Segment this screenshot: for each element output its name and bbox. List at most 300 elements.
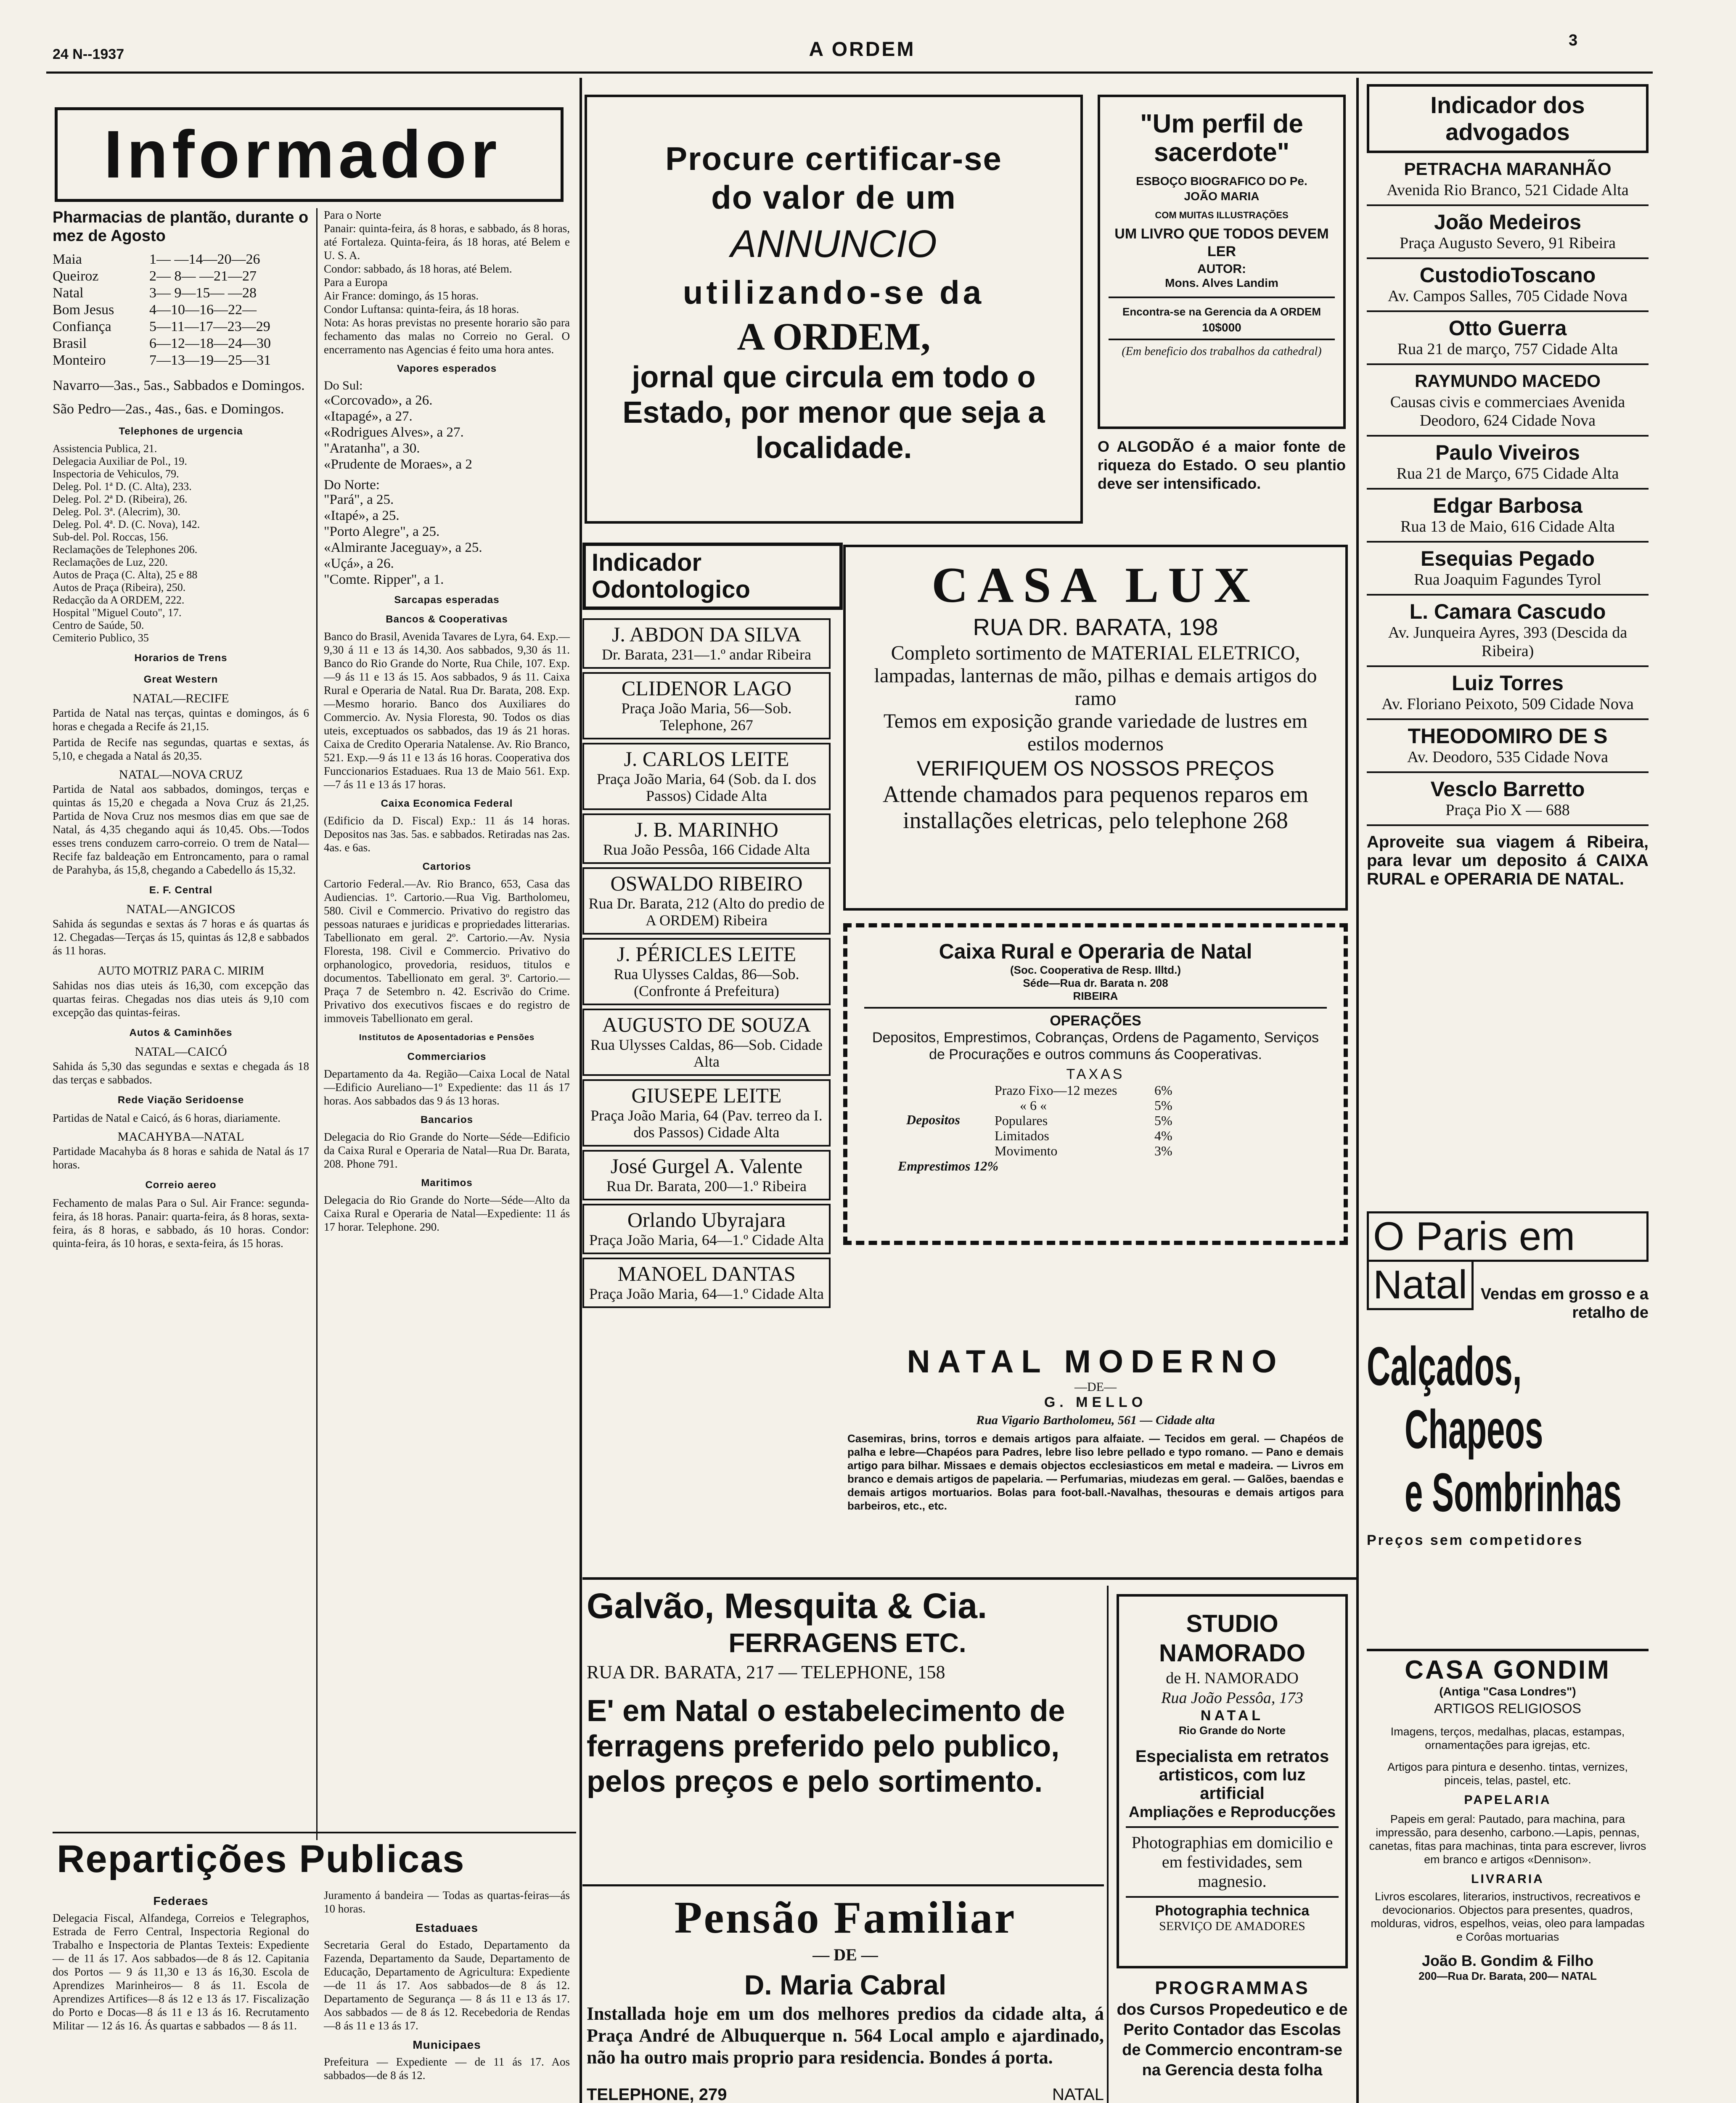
advogado-addr: Rua 21 de Março, 675 Cidade Alta bbox=[1396, 465, 1619, 482]
vapor-item: «Corcovado», a 26. bbox=[324, 393, 433, 408]
telephone-row: Deleg. Pol. 3ª. (Alecrim), 30. bbox=[53, 506, 180, 518]
vapor-item: «Uçá», a 26. bbox=[324, 556, 394, 571]
odonto-name: GIUSEPE LEITE bbox=[631, 1083, 782, 1107]
advogado-name: L. Camara Cascudo bbox=[1409, 600, 1606, 623]
informador-column-1 bbox=[53, 208, 309, 1253]
vapor-item: «Prudente de Moraes», a 2 bbox=[324, 457, 472, 472]
casa-lux-addr: RUA DR. BARATA, 198 bbox=[973, 614, 1218, 640]
odonto-name: MANOEL DANTAS bbox=[617, 1262, 796, 1285]
taxa-row bbox=[995, 1113, 1327, 1128]
telephone-row: Deleg. Pol. 4ª. D. (C. Nova), 142. bbox=[53, 518, 200, 530]
informador-column-2 bbox=[324, 208, 570, 1236]
nova-cruz-title: NATAL—NOVA CRUZ bbox=[119, 768, 243, 781]
odonto-addr: Praça João Maria, 64 (Sob. da I. dos Passos) Cidade Alta bbox=[597, 771, 816, 804]
odonto-addr: Praça João Maria, 64 (Pav. terreo da I. dos Passos) Cidade Alta bbox=[590, 1107, 823, 1141]
pharmacia-name: Bom Jesus bbox=[53, 302, 114, 318]
advogados-title: Indicador dos advogados bbox=[1367, 84, 1649, 153]
rede-title: Rede Viação Seridoense bbox=[117, 1094, 244, 1106]
telephone-row: Autos de Praça (Ribeira), 250. bbox=[53, 581, 186, 593]
advogado-entry bbox=[1367, 596, 1649, 667]
advogado-name: RAYMUNDO MACEDO bbox=[1415, 371, 1601, 391]
advogado-entry bbox=[1367, 437, 1649, 490]
caixa-rural-taxas-title: TAXAS bbox=[1066, 1066, 1125, 1082]
vapores-sul-title: Do Sul: bbox=[324, 379, 363, 392]
annuncio-line4: utilizando-se da bbox=[683, 274, 985, 311]
angicos-title: NATAL—ANGICOS bbox=[126, 902, 236, 916]
taxa-row bbox=[995, 1143, 1327, 1158]
telephone-row: Redacção da A ORDEM, 222. bbox=[53, 594, 185, 606]
perfil-autor: Mons. Alves Landim bbox=[1165, 276, 1278, 289]
estaduaes-text: Secretaria Geral do Estado, Departamento da Fazenda, Departamento da Saude, Departamento de Educação, Departamento de Agricultura: Expediente—de 11 ás 17. Aos sabbados—de 8 ás 12. Departamento de Segurança — 8 ás 11 e 13 ás 17. Aos sabbados — de 8 ás 12. Recebedoria de Rendas—8 ás 11 e 13 ás 17. bbox=[324, 1939, 570, 2032]
casa-lux-title: CASA LUX bbox=[932, 557, 1260, 613]
telephone-row: Deleg. Pol. 1ª D. (C. Alta), 233. bbox=[53, 480, 192, 493]
studio-state: Rio Grande do Norte bbox=[1178, 1724, 1286, 1737]
studio-divider-2 bbox=[1126, 1896, 1339, 1898]
advogado-entry bbox=[1367, 206, 1649, 259]
odonto-name: AUGUSTO DE SOUZA bbox=[602, 1013, 811, 1036]
caixa-rural-sub3: RIBEIRA bbox=[1073, 990, 1118, 1002]
pensao-text: Installada hoje em um dos melhores predios da cidade alta, á Praça André de Albuquerque n. 564 Local amplo e ajardinado, não ha outro mais proprio para residencia. Bondes á porta. bbox=[587, 2003, 1104, 2068]
vapor-item: "Porto Alegre", a 25. bbox=[324, 524, 440, 539]
pharmacia-row bbox=[53, 268, 309, 285]
header-rule bbox=[46, 72, 1653, 74]
gondim-ad bbox=[1367, 1649, 1649, 2103]
pharmacia-days: 2— 8— —21—27 bbox=[149, 268, 257, 284]
caixa-rural-divider bbox=[864, 1007, 1327, 1009]
taxa-value: 5% bbox=[1154, 1098, 1172, 1113]
casa-lux-text3: VERIFIQUEM OS NOSSOS PREÇOS bbox=[916, 757, 1275, 780]
great-western-title: Great Western bbox=[143, 674, 218, 685]
paris-footer: Preços sem competidores bbox=[1367, 1532, 1584, 1548]
gondim-papelaria-title: PAPELARIA bbox=[1464, 1793, 1551, 1807]
perfil-preco: 10$000 bbox=[1202, 321, 1241, 334]
pensao-top-rule bbox=[582, 1884, 1104, 1886]
taxa-row bbox=[995, 1128, 1327, 1143]
pharmacia-name: Queiroz bbox=[53, 268, 99, 284]
galvao-ad bbox=[587, 1586, 1108, 1897]
odonto-addr: Dr. Barata, 231—1.º andar Ribeira bbox=[601, 646, 811, 663]
advogado-addr: Avenida Rio Branco, 521 Cidade Alta bbox=[1387, 181, 1629, 199]
pharmacia-row bbox=[53, 318, 309, 335]
pharmacia-days: 6—12—18—24—30 bbox=[149, 336, 271, 351]
perfil-divider-2 bbox=[1109, 339, 1335, 340]
taxa-label: Movimento bbox=[995, 1143, 1058, 1158]
pharmacias-table bbox=[53, 251, 309, 369]
pharmacias-title: Pharmacias de plantão, durante o mez de Agosto bbox=[53, 209, 309, 245]
odonto-addr: Praça João Maria, 64—1.º Cidade Alta bbox=[589, 1285, 824, 1302]
odonto-addr: Rua Ulysses Caldas, 86—Sob. (Confronte á Prefeitura) bbox=[614, 966, 799, 999]
perfil-autor-label: AUTOR: bbox=[1197, 262, 1246, 276]
rede-text: Partidas de Natal e Caicó, ás 6 horas, diariamente. bbox=[53, 1112, 281, 1124]
telephone-row: Reclamações de Luz, 220. bbox=[53, 556, 168, 568]
telephone-row: Hospital "Miguel Couto", 17. bbox=[53, 607, 182, 619]
telephone-row: Assistencia Publica, 21. bbox=[53, 442, 157, 455]
paris-item-1: Calçados, bbox=[1367, 1335, 1522, 1397]
odonto-name: J. CARLOS LEITE bbox=[624, 747, 789, 771]
pensao-city: NATAL bbox=[1052, 2085, 1104, 2103]
annuncio-ad bbox=[585, 95, 1083, 524]
pensao-ad bbox=[587, 1893, 1104, 2103]
odonto-name: José Gurgel A. Valente bbox=[610, 1154, 803, 1178]
pharmacia-row bbox=[53, 352, 309, 369]
pharmacia-days: 1— —14—20—26 bbox=[149, 252, 260, 267]
vapor-item: «Almirante Jaceguay», a 25. bbox=[324, 540, 482, 555]
pensao-tel: TELEPHONE, 279 bbox=[587, 2085, 727, 2103]
casa-lux-ad bbox=[843, 545, 1348, 911]
odonto-addr: Praça João Maria, 56—Sob. Telephone, 267 bbox=[621, 700, 792, 734]
caixa-economica-title: Caixa Economica Federal bbox=[381, 798, 513, 809]
informador-inner-rule bbox=[316, 208, 318, 1840]
studio-dom: Photographias em domicilio e em festividades, sem magnesio. bbox=[1131, 1833, 1333, 1891]
advogado-name: Vesclo Barretto bbox=[1430, 777, 1585, 801]
odonto-entry bbox=[582, 867, 831, 935]
commerciarios-title: Commerciarios bbox=[407, 1051, 487, 1062]
page-number: 3 bbox=[1569, 32, 1578, 49]
natal-moderno-de: —DE— bbox=[1074, 1380, 1117, 1394]
odonto-entry bbox=[582, 1079, 831, 1147]
natal-moderno-title: NATAL MODERNO bbox=[907, 1344, 1284, 1380]
nova-cruz-text: Partida de Natal aos sabbados, domingos, terças e quintas ás 15,20 e chegada a Nova Cruz ás 21,25. Partida de Nova Cruz nos mesmos dias em que sae de Natal, ás 4,35 chegando aqui ás 10,45. Obs.—Todos esses trens conduzem carro-correio. O trem de Natal—Recife faz baldeação em Entroncamento, para o ramal de Parahyba, ás 15,8, chegando a Cabedello ás 15,32. bbox=[53, 783, 309, 876]
gondim-livraria-title: LIVRARIA bbox=[1471, 1872, 1544, 1886]
pensao-de: — DE — bbox=[812, 1945, 878, 1964]
vapor-item: «Itapé», a 25. bbox=[324, 508, 400, 523]
studio-tech: Photographia technica bbox=[1155, 1903, 1310, 1919]
page-header-left: 24 N--1937 bbox=[53, 46, 124, 62]
pharmacia-name: Monteiro bbox=[53, 352, 106, 368]
caixa-rural-op-text: Depositos, Emprestimos, Cobranças, Ordens de Pagamento, Serviços de Procurações e outros communs ás Cooperativas. bbox=[872, 1030, 1319, 1062]
perfil-venda: Encontra-se na Gerencia da A ORDEM bbox=[1122, 305, 1321, 318]
vapor-item: "Aratanha", a 30. bbox=[324, 441, 420, 456]
taxa-label: Populares bbox=[995, 1113, 1048, 1128]
taxa-row bbox=[995, 1083, 1327, 1098]
advogado-addr: Rua 13 de Maio, 616 Cidade Alta bbox=[1400, 518, 1615, 535]
informador-title-box bbox=[55, 107, 564, 202]
pharmacia-name: Natal bbox=[53, 285, 84, 301]
pharmacia-row bbox=[53, 335, 309, 352]
casa-lux-text2: Temos em exposição grande variedade de lustres em estilos modernos bbox=[883, 710, 1308, 755]
studio-divider bbox=[1126, 1826, 1339, 1828]
advogado-entry bbox=[1367, 312, 1649, 365]
telephone-row: Centro de Saúde, 50. bbox=[53, 619, 144, 631]
perfil-divider bbox=[1109, 297, 1335, 298]
advogado-addr: Av. Deodoro, 535 Cidade Nova bbox=[1407, 748, 1609, 766]
advogado-name: CustodioToscano bbox=[1419, 263, 1596, 287]
telephone-row: Autos de Praça (C. Alta), 25 e 88 bbox=[53, 569, 198, 581]
odonto-addr: Praça João Maria, 64—1.º Cidade Alta bbox=[589, 1232, 824, 1248]
advogado-addr: Av. Junqueira Ayres, 393 (Descida da Ribeira) bbox=[1388, 624, 1628, 660]
caixa-rural-op-title: OPERAÇÕES bbox=[1050, 1013, 1141, 1029]
taxa-value: 3% bbox=[1154, 1143, 1172, 1158]
vapores-norte-list bbox=[324, 492, 570, 588]
bancos-text: Banco do Brasil, Avenida Tavares de Lyra, 64. Exp.—9,30 á 11 e 13 ás 14,30. Aos sabbados, 9,30 ás 11. Banco do Rio Grande do Norte, Rua Chile, 107. Exp.—9 ás 11 e 13 ás 15. Aos sabbados, 9 ás 11. Caixa Rural e Operaria de Natal. Rua Dr. Barata, 208. Exp.—Mesmo horario. Banco dos Auxiliares do Commercio. Av. Nysia Floresta, 90. Todos os dias uteis, exceptuados os sabbados, das 19 ás 21 horas. Caixa de Credito Operaria Natalense. Av. Rio Branco, 521. Exp.—9 ás 11 e 13 ás 16 horas. Cooperativa dos Funccionarios Estaduaes. Rua 13 de Maio 561. Exp.—7 ás 11 e 13 ás 17 horas. bbox=[324, 630, 570, 791]
vapor-item: "Comte. Ripper", a 1. bbox=[324, 572, 444, 587]
navarro-line: Navarro—3as., 5as., Sabbados e Domingos. bbox=[53, 378, 305, 393]
vapores-title: Vapores esperados bbox=[397, 363, 497, 374]
vapores-norte-title: Do Norte: bbox=[324, 477, 380, 493]
vapor-item: «Itapagé», a 27. bbox=[324, 409, 413, 424]
caixa-rural-title: Caixa Rural e Operaria de Natal bbox=[939, 940, 1252, 963]
annuncio-line6: jornal que circula em todo o Estado, por menor que seja a localidade. bbox=[622, 360, 1045, 465]
pensao-footer bbox=[587, 2085, 1104, 2103]
advogado-addr: Praça Augusto Severo, 91 Ribeira bbox=[1400, 234, 1616, 252]
taxa-label: Limitados bbox=[995, 1128, 1049, 1143]
taxa-label: Prazo Fixo—12 mezes bbox=[995, 1083, 1117, 1098]
correio-norte-text: Para o Norte Panair: quinta-feira, ás 8 horas, e sabbado, ás 8 horas, até Fortaleza. Quinta-feira, ás 18 horas, até Belem e U. S. A. Condor: sabbado, ás 18 horas, até Belem. Para a Europa Air France: domingo, ás 15 horas. Condor Luftansa: quinta-feira, ás 18 horas. Nota: As horas previstas no presente horario são para fechamento das malas no Correio no Geral. O encerramento nas Agencias é feito uma hora antes. bbox=[324, 209, 570, 356]
caico-text: Sahida ás 5,30 das segundas e sextas e chegada ás 18 das terças e sabbados. bbox=[53, 1060, 309, 1086]
mirim-text: Sahidas nos dias uteis ás 16,30, com excepção das quartas feiras. Chegadas nos dias uteis ás 9,10 com excepção das quintas-feiras. bbox=[53, 979, 309, 1019]
odonto-name: OSWALDO RIBEIRO bbox=[610, 871, 803, 895]
natal-moderno-owner: G. MELLO bbox=[1044, 1394, 1147, 1410]
telephones-title: Telephones de urgencia bbox=[119, 426, 243, 437]
perfil-livro: UM LIVRO QUE TODOS DEVEM LER bbox=[1114, 226, 1329, 260]
programmas-title: PROGRAMMAS bbox=[1155, 1978, 1310, 1998]
natal-moderno-addr: Rua Vigario Bartholomeu, 561 — Cidade alta bbox=[976, 1413, 1215, 1427]
estaduaes-title: Estaduaes bbox=[415, 1921, 479, 1934]
paris-title-2: Natal bbox=[1367, 1262, 1474, 1310]
pensao-owner: D. Maria Cabral bbox=[744, 1969, 947, 2000]
taxa-label: « 6 « bbox=[1020, 1098, 1047, 1113]
pharmacia-row bbox=[53, 251, 309, 268]
odonto-entry bbox=[582, 1258, 831, 1308]
odonto-addr: Rua Ulysses Caldas, 86—Sob. Cidade Alta bbox=[590, 1036, 823, 1070]
advogado-entry bbox=[1367, 365, 1649, 437]
studio-title: STUDIO NAMORADO bbox=[1159, 1610, 1305, 1667]
telephone-row: Deleg. Pol. 2ª D. (Ribeira), 26. bbox=[53, 493, 188, 505]
algodao-notice: O ALGODÃO é a maior fonte de riqueza do Estado. O seu plantio deve ser intensificado. bbox=[1098, 438, 1346, 492]
mirim-title: AUTO MOTRIZ PARA C. MIRIM bbox=[98, 964, 264, 977]
gondim-papelaria-text: Papeis em geral: Pautado, para machina, para impressão, para desenho, carbono.—Lapis, pennas, canetas, fitas para machinas, tinta para escrever, livros em branco e artigos «Dennison». bbox=[1369, 1813, 1646, 1866]
odonto-entry bbox=[582, 938, 831, 1005]
casa-lux-text1: Completo sortimento de MATERIAL ELETRICO, lampadas, lanternas de mão, pilhas e demais artigos do ramo bbox=[874, 642, 1317, 710]
annuncio-line1: Procure certificar-se bbox=[665, 140, 1002, 177]
advogado-entry bbox=[1367, 259, 1649, 312]
perfil-beneficio: (Em beneficio dos trabalhos da cathedral) bbox=[1122, 345, 1322, 358]
advogado-name: Edgar Barbosa bbox=[1433, 494, 1583, 517]
natal-recife-text-2: Partida de Recife nas segundas, quartas e sextas, ás 5,10, e chegada a Natal ás 20,35. bbox=[53, 736, 309, 762]
studio-addr: Rua João Pessôa, 173 bbox=[1161, 1689, 1303, 1707]
natal-moderno-ad bbox=[843, 1344, 1348, 1573]
odonto-section bbox=[582, 543, 831, 1311]
advogado-name: THEODOMIRO DE S bbox=[1408, 724, 1608, 748]
casa-lux-text4: Attende chamados para pequenos reparos em installações eletricas, pelo telephone 268 bbox=[882, 781, 1309, 834]
maritimos-text: Delegacia do Rio Grande do Norte—Séde—Alto da Caixa Rural e Operaria de Natal—Expediente: 11 ás 17 horar. Telephone. 290. bbox=[324, 1194, 570, 1233]
bancarios-text: Delegacia do Rio Grande do Norte—Séde—Edificio da Caixa Rural e Operaria de Natal—Rua Dr. Barata, 208. Phone 791. bbox=[324, 1131, 570, 1170]
aproveite-notice: Aproveite sua viagem á Ribeira, para levar um deposito á CAIXA RURAL e OPERARIA DE NATAL. bbox=[1367, 833, 1649, 888]
taxa-value: 4% bbox=[1154, 1128, 1172, 1143]
telephone-row: Cemiterio Publico, 35 bbox=[53, 632, 149, 644]
natal-moderno-text: Casemiras, brins, torros e demais artigos para alfaiate. — Tecidos em geral. — Chapéos de palha e lebre—Chapéos para Padres, lebre liso lebre pellado e typo romano. — Pano e demais artigo para bilhar. Missaes e demais objectos ecclesiasticos em metal e madeira. — Livros em branco e demais artigos de papelaria. — Perfumarias, miudezas em geral. — Galões, baendas e demais artigos mortuarios. Bolas para foot-ball.-Navalhas, thesouras e demais artigos para barbeiros, etc., etc. bbox=[847, 1432, 1344, 1512]
caico-title: NATAL—CAICÓ bbox=[135, 1045, 227, 1059]
caixa-economica-text: (Edificio da D. Fiscal) Exp.: 11 ás 14 horas. Depositos nas 3as. 5as. e sabbados. Retiradas nas 2as. 4as. e 6as. bbox=[324, 814, 570, 854]
correio-title: Correio aereo bbox=[145, 1179, 217, 1191]
natal-recife-text-1: Partida de Natal nas terças, quintas e domingos, ás 6 horas e chegada a Recife ás 21,15. bbox=[53, 707, 309, 733]
cartorios-title: Cartorios bbox=[422, 861, 471, 872]
column-rule-1 bbox=[580, 78, 582, 2103]
advogado-addr: Av. Campos Salles, 705 Cidade Nova bbox=[1388, 287, 1628, 305]
natal-recife-title: NATAL—RECIFE bbox=[132, 691, 229, 705]
pharmacia-days: 3— 9—15— —28 bbox=[149, 285, 257, 301]
studio-city: NATAL bbox=[1200, 1708, 1264, 1724]
studio-left-rule bbox=[1107, 1586, 1109, 2103]
advogado-name: Paulo Viveiros bbox=[1435, 441, 1580, 464]
reparticoes-column-1 bbox=[53, 1888, 309, 2035]
odonto-title: Indicador Odontologico bbox=[582, 543, 843, 610]
studio-ad bbox=[1117, 1594, 1348, 1968]
odonto-addr: Rua Dr. Barata, 200—1.º Ribeira bbox=[606, 1178, 807, 1195]
telephone-row: Inspectoria de Vehiculos, 79. bbox=[53, 468, 179, 480]
reparticoes-title: Repartições Publicas bbox=[57, 1838, 465, 1881]
perfil-title: "Um perfil de sacerdote" bbox=[1140, 109, 1303, 167]
vapor-item: "Pará", a 25. bbox=[324, 492, 394, 507]
odonto-entry bbox=[582, 618, 831, 669]
odonto-entry bbox=[582, 1204, 831, 1254]
bancos-title: Bancos & Cooperativas bbox=[386, 614, 508, 625]
odonto-name: J. B. MARINHO bbox=[635, 818, 778, 841]
paris-ad bbox=[1367, 1211, 1649, 1645]
gondim-artigos-title: ARTIGOS RELIGIOSOS bbox=[1434, 1701, 1581, 1716]
mid-rule bbox=[582, 1577, 1356, 1580]
commerciarios-text: Departamento da 4a. Região—Caixa Local de Natal—Edificio Aureliano—1º Expediente: das 11 ás 17 horas. Aos sabbados das 9 ás 13 horas. bbox=[324, 1067, 570, 1107]
galvao-text: E' em Natal o estabelecimento de ferragens preferido pelo publico, pelos preços e pelo sortimento. bbox=[587, 1694, 1065, 1798]
page-header-title: A ORDEM bbox=[809, 38, 916, 61]
municipaes-title: Municipaes bbox=[413, 2038, 481, 2051]
odonto-addr: Rua João Pessôa, 166 Cidade Alta bbox=[603, 841, 810, 858]
juramento-text: Juramento á bandeira — Todas as quartas-feiras—ás 10 horas. bbox=[324, 1889, 570, 1915]
advogado-name: Esequias Pegado bbox=[1420, 547, 1595, 570]
trens-title: Horarios de Trens bbox=[134, 652, 228, 664]
gondim-owner: João B. Gondim & Filho bbox=[1422, 1952, 1593, 1969]
studio-esp: Especialista em retratos artisticos, com luz artificial bbox=[1135, 1747, 1329, 1803]
studio-de: de H. NAMORADO bbox=[1166, 1669, 1299, 1687]
advogado-name: PETRACHA MARANHÃO bbox=[1404, 159, 1612, 179]
macahyba-text: Partidade Macahyba ás 8 horas e sahida de Natal ás 17 horas. bbox=[53, 1145, 309, 1171]
taxa-row bbox=[995, 1098, 1327, 1113]
pharmacia-row bbox=[53, 302, 309, 318]
paris-item-2: Chapeos bbox=[1405, 1398, 1543, 1460]
column-rule-2 bbox=[1356, 78, 1359, 2103]
pharmacia-days: 5—11—17—23—29 bbox=[149, 319, 270, 334]
reparticoes-top-rule bbox=[53, 1832, 576, 1833]
telephone-row: Reclamações de Telephones 206. bbox=[53, 543, 198, 556]
informador-title: Informador bbox=[104, 117, 501, 192]
telephone-row: Delegacia Auxiliar de Pol., 19. bbox=[53, 455, 187, 467]
paris-title-1: O Paris em bbox=[1367, 1211, 1649, 1262]
maritimos-title: Maritimos bbox=[421, 1177, 473, 1189]
perfil-ilustr: COM MUITAS ILLUSTRAÇÕES bbox=[1155, 210, 1289, 220]
odonto-name: CLIDENOR LAGO bbox=[621, 676, 792, 700]
galvao-sub: FERRAGENS ETC. bbox=[728, 1628, 966, 1658]
advogado-entry bbox=[1367, 720, 1649, 773]
caixa-rural-taxas bbox=[864, 1083, 1327, 1158]
odonto-entry bbox=[582, 743, 831, 810]
pharmacia-row bbox=[53, 285, 309, 302]
gondim-livraria-text: Livros escolares, literarios, instructivos, recreativos e devocionarios. Objectos para presentes, quadros, molduras, vidros, espelhos, veias, oleo para lampadas e Corôas mortuarias bbox=[1371, 1890, 1645, 1943]
studio-amp: Ampliações e Reproducções bbox=[1128, 1803, 1336, 1820]
institutos-title: Institutos de Aposentadorias e Pensões bbox=[359, 1033, 535, 1042]
galvao-addr: RUA DR. BARATA, 217 — TELEPHONE, 158 bbox=[587, 1662, 945, 1682]
advogado-name: Otto Guerra bbox=[1448, 316, 1567, 340]
annuncio-line3: ANNUNCIO bbox=[730, 222, 937, 265]
galvao-title: Galvão, Mesquita & Cia. bbox=[587, 1586, 987, 1626]
telephone-row: Sub-del. Pol. Roccas, 156. bbox=[53, 531, 169, 543]
caixa-rural-depositos: Depositos bbox=[906, 1112, 960, 1127]
odonto-name: Orlando Ubyrajara bbox=[627, 1208, 786, 1232]
odonto-entry bbox=[582, 1009, 831, 1076]
sarcapas-title: Sarcapas esperadas bbox=[394, 594, 500, 606]
advogado-entry bbox=[1367, 490, 1649, 543]
programmas-text: dos Cursos Propedeutico e de Perito Contador das Escolas de Commercio encontram-se na Gerencia desta folha bbox=[1117, 2001, 1348, 2079]
pharmacia-name: Maia bbox=[53, 252, 82, 267]
pharmacia-days: 4—10—16—22— bbox=[149, 302, 257, 318]
gondim-addr: 200—Rua Dr. Barata, 200— NATAL bbox=[1418, 1970, 1597, 1982]
gondim-pintura: Artigos para pintura e desenho. tintas, vernizes, pinceis, telas, pastel, etc. bbox=[1387, 1761, 1628, 1787]
efc-title: E. F. Central bbox=[149, 885, 213, 896]
advogado-addr: Causas civis e commerciaes Avenida Deodoro, 624 Cidade Nova bbox=[1390, 393, 1625, 429]
advogado-addr: Rua Joaquim Fagundes Tyrol bbox=[1414, 571, 1601, 588]
bancarios-title: Bancarios bbox=[420, 1114, 474, 1126]
pharmacia-name: Brasil bbox=[53, 336, 87, 351]
odonto-addr: Rua Dr. Barata, 212 (Alto do predio de A ORDEM) Ribeira bbox=[588, 895, 825, 929]
correio-text: Fechamento de malas Para o Sul. Air France: segunda-feira, ás 18 horas. Panair: quarta-feira, ás 8 horas, sexta-feira, ás 8 horas, e sabbado, ás 10 horas. Condor: quinta-feira, ás 10 horas, e sexta-feira, ás 15 horas. bbox=[53, 1197, 309, 1250]
taxa-value: 6% bbox=[1154, 1083, 1172, 1098]
autos-title: Autos & Caminhões bbox=[129, 1027, 233, 1038]
odonto-name: J. PÉRICLES LEITE bbox=[617, 942, 797, 966]
municipaes-text: Prefeitura — Expediente — de 11 ás 17. Aos sabbados—de 8 ás 12. bbox=[324, 2055, 570, 2082]
perfil-ad bbox=[1098, 95, 1346, 429]
studio-amad: SERVIÇO DE AMADORES bbox=[1159, 1919, 1305, 1933]
pensao-title: Pensão Familiar bbox=[674, 1893, 1016, 1943]
gondim-artigos-text: Imagens, terços, medalhas, placas, estampas, ornamentações para igrejas, etc. bbox=[1390, 1725, 1625, 1751]
odonto-entry bbox=[582, 1150, 831, 1200]
gondim-sub: (Antiga "Casa Londres") bbox=[1439, 1685, 1576, 1698]
perfil-sub: ESBOÇO BIOGRAFICO DO Pe. JOÃO MARIA bbox=[1136, 175, 1307, 203]
odonto-entry bbox=[582, 672, 831, 739]
sao-pedro-line: São Pedro—2as., 4as., 6as. e Domingos. bbox=[53, 401, 284, 417]
advogado-addr: Rua 21 de março, 757 Cidade Alta bbox=[1397, 340, 1618, 358]
advogado-name: João Medeiros bbox=[1434, 210, 1582, 234]
paris-sub: Vendas em grosso e a retalho de bbox=[1480, 1285, 1649, 1322]
advogado-name: Luiz Torres bbox=[1452, 671, 1564, 695]
federaes-title: Federaes bbox=[153, 1894, 209, 1907]
telephones-list bbox=[53, 442, 309, 644]
gondim-title: CASA GONDIM bbox=[1405, 1655, 1611, 1685]
advogados-section bbox=[1367, 84, 1649, 888]
vapor-item: «Rodrigues Alves», a 27. bbox=[324, 425, 464, 440]
odonto-entry bbox=[582, 813, 831, 864]
caixa-rural-emprestimos: Emprestimos 12% bbox=[898, 1158, 999, 1173]
federaes-text: Delegacia Fiscal, Alfandega, Correios e Telegraphos, Estrada de Ferro Central, Inspectoria Regional do Trabalho e Inspectoria de Plantas Texteis: Expediente — de 11 ás 17. Aos sabbados—de 8 ás 12. Capitania dos Portos — 9 ás 11,30 e 13 ás 16,30. Escola de Aprendizes Marinheiros— 8 ás 11. Escola de Aprendizes Artifices—8 ás 12 e 13 ás 17. Fiscalização do Porto e Docas—8 ás 11 e 13 ás 16. Recrutamento Militar — 12 ás 16. Ás quartas e sabbados — 8 ás 11. bbox=[53, 1912, 309, 2032]
pharmacia-name: Confiança bbox=[53, 319, 111, 334]
paris-item-3: e Sombrinhas bbox=[1405, 1462, 1622, 1523]
angicos-text: Sahida ás segundas e sextas ás 7 horas e ás quartas ás 12. Chegadas—Terças ás 15, quintas ás 12,8 e sabbados ás 11 horas. bbox=[53, 917, 309, 957]
reparticoes-column-2 bbox=[324, 1888, 570, 2084]
advogado-entry bbox=[1367, 153, 1649, 206]
macahyba-title: MACAHYBA—NATAL bbox=[117, 1130, 244, 1144]
caixa-rural-sub2: Séde—Rua dr. Barata n. 208 bbox=[1023, 977, 1168, 989]
programmas-ad bbox=[1117, 1977, 1348, 2103]
annuncio-line2: do valor de um bbox=[711, 179, 956, 216]
advogado-addr: Av. Floriano Peixoto, 509 Cidade Nova bbox=[1381, 695, 1634, 713]
advogado-entry bbox=[1367, 543, 1649, 596]
odonto-name: J. ABDON DA SILVA bbox=[611, 622, 802, 646]
taxa-value: 5% bbox=[1154, 1113, 1172, 1128]
caixa-rural-sub1: (Soc. Cooperativa de Resp. Illtd.) bbox=[1010, 964, 1181, 976]
vapores-sul-list bbox=[324, 392, 570, 472]
advogado-addr: Praça Pio X — 688 bbox=[1445, 801, 1570, 819]
caixa-rural-ad bbox=[843, 923, 1348, 1245]
pharmacia-days: 7—13—19—25—31 bbox=[149, 352, 271, 368]
annuncio-line5: A ORDEM, bbox=[737, 315, 931, 358]
